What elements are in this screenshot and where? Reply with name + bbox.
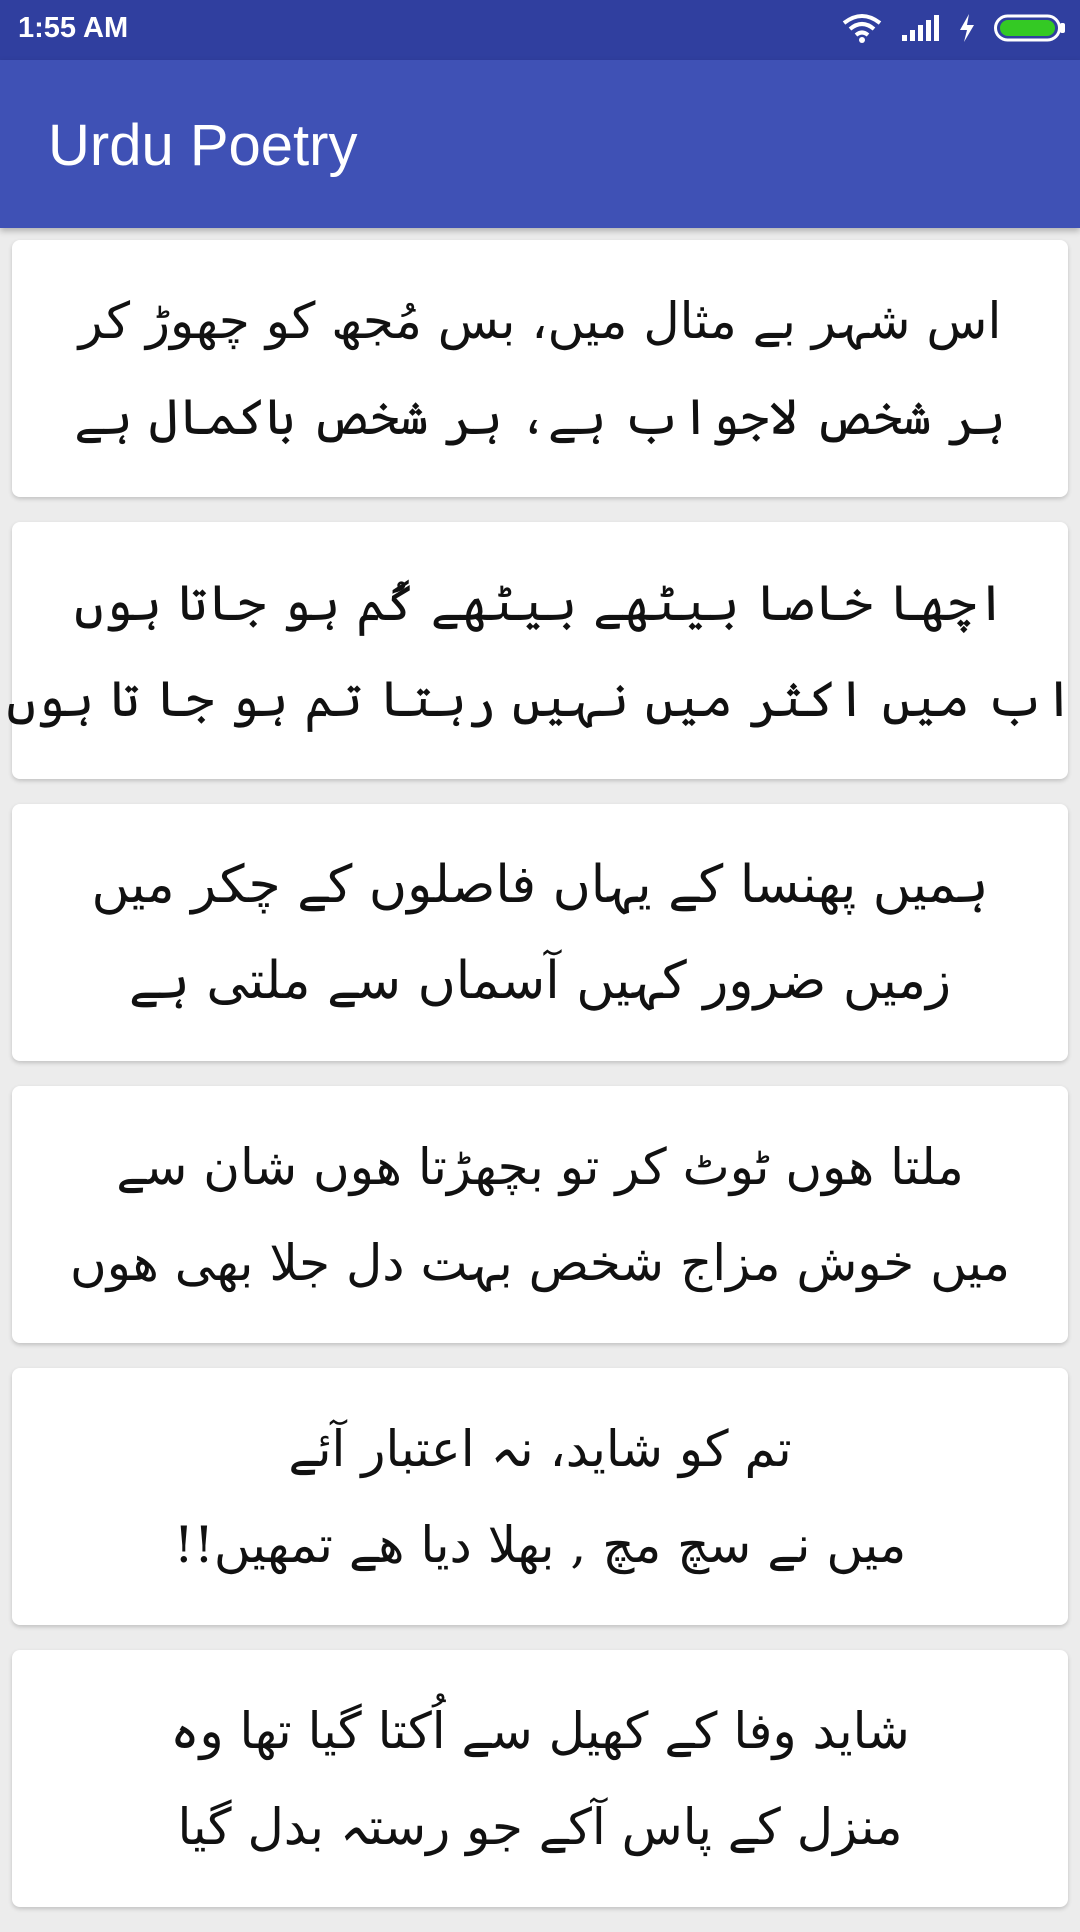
status-time: 1:55 AM <box>18 12 129 44</box>
poem-line-2: میں نے سچ مچ , بھلا دیا ھے تمھیں!! <box>173 1515 907 1574</box>
status-icons <box>842 10 1066 50</box>
poem-card[interactable] <box>12 804 1068 1061</box>
poem-card[interactable] <box>12 1368 1068 1625</box>
poem-line-1: اچھا خاصا بیٹھے بیٹھے گُم ہو جاتا ہوں <box>74 573 1006 632</box>
poem-card[interactable] <box>12 1650 1068 1907</box>
poem-line-2: زمیں ضرور کہیں آسماں سے ملتی ہے <box>128 950 952 1011</box>
poem-line-1: تم کو شاید، نہ اعتبار آئے <box>288 1419 792 1478</box>
poem-line-1: اس شہر بے مثال میں، بس مُجھ کو چھوڑ کر <box>78 291 1002 350</box>
poem-card[interactable] <box>12 1086 1068 1343</box>
poem-list <box>6 240 1074 1932</box>
signal-icon <box>900 13 940 47</box>
poem-line-2: اب میں اکثر میں نہیں رہتا تم ہو جا تا ہوں <box>6 669 1074 728</box>
poem-line-2: میں خوش مزاج شخص بہت دل جلا بھی ھوں <box>69 1233 1010 1292</box>
app-bar <box>0 60 1080 228</box>
poem-line-2: ہر شخص لاجواب ہے، ہر شخص باکمال ہے <box>74 387 1006 446</box>
poem-card[interactable] <box>6 522 1074 779</box>
status-bar <box>0 0 1080 60</box>
battery-icon <box>994 13 1066 47</box>
poem-line-2: منزل کے پاس آکے جو رستہ بدل گیا <box>177 1797 903 1856</box>
poem-line-1: ملتا ھوں ٹوٹ کر تو بچھڑتا ھوں شان سے <box>116 1137 964 1196</box>
poem-line-1: شاید وفا کے کھیل سے اُکتا گیا تھا وہ <box>170 1701 910 1760</box>
poem-line-1: ہمیں پھنسا کے یہاں فاصلوں کے چکر میں <box>91 854 989 915</box>
charging-icon <box>958 13 976 47</box>
app-title: Urdu Poetry <box>48 113 358 178</box>
wifi-icon <box>842 13 882 47</box>
poem-card[interactable] <box>12 240 1068 497</box>
